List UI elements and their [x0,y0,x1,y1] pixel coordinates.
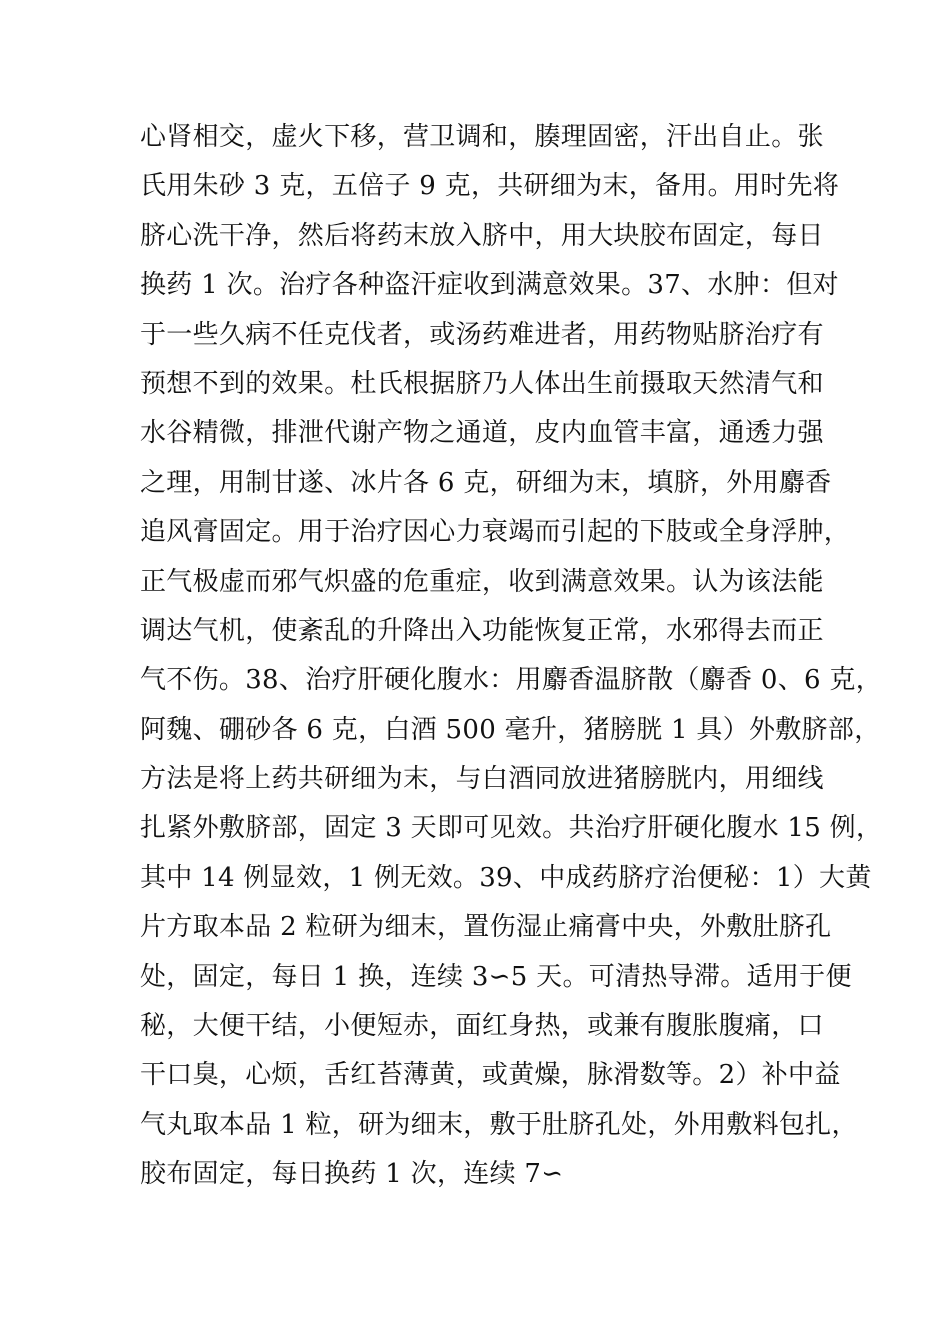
text-line: 片方取本品 2 粒研为细末，置伤湿止痛膏中央，外敷肚脐孔 [140,912,832,943]
text-line: 氏用朱砂 3 克，五倍子 9 克，共研细为末，备用。用时先将 [140,171,840,202]
text-line: 于一些久病不任克伐者，或汤药难进者，用药物贴脐治疗有 [140,319,824,350]
text-line: 方法是将上药共研细为末，与白酒同放进猪膀胱内，用细线 [140,764,824,795]
text-line: 正气极虚而邪气炽盛的危重症，收到满意效果。认为该法能 [140,566,824,597]
text-line: 预想不到的效果。杜氏根据脐乃人体出生前摄取天然清气和 [140,368,824,399]
text-line: 追风膏固定。用于治疗因心力衰竭而引起的下肢或全身浮肿， [140,517,851,548]
text-line: 胶布固定，每日换药 1 次，连续 7∽ [140,1159,564,1190]
body-text [140,113,883,1200]
text-line: 阿魏、硼砂各 6 克，白酒 500 毫升，猪膀胱 1 具）外敷脐部， [140,714,881,745]
text-line: 处，固定，每日 1 换，连续 3∽5 天。可清热导滞。适用于便 [140,961,852,992]
text-line: 干口臭，心烦，舌红苔薄黄，或黄燥，脉滑数等。2）补中益 [140,1060,841,1091]
text-line: 换药 1 次。治疗各种盗汗症收到满意效果。37、水肿：但对 [140,270,839,301]
text-line: 扎紧外敷脐部，固定 3 天即可见效。共治疗肝硬化腹水 15 例， [140,813,883,844]
text-line: 心肾相交，虚火下移，营卫调和，腠理固密，汗出自止。张 [140,122,824,152]
text-line: 气不伤。38、治疗肝硬化腹水：用麝香温脐散（麝香 0、6 克， [140,665,882,696]
text-line: 之理，用制甘遂、冰片各 6 克，研细为末，填脐，外用麝香 [140,467,832,498]
text-line: 气丸取本品 1 粒，研为细末，敷于肚脐孔处，外用敷料包扎， [140,1109,858,1140]
text-line: 其中 14 例显效，1 例无效。39、中成药脐疗治便秘：1）大黄 [140,862,872,893]
text-line: 脐心洗干净，然后将药末放入脐中，用大块胶布固定，每日 [140,220,824,251]
text-line: 调达气机，使紊乱的升降出入功能恢复正常，水邪得去而正 [140,615,824,646]
text-line: 秘，大便干结，小便短赤，面红身热，或兼有腹胀腹痛，口 [140,1011,824,1042]
text-line: 水谷精微，排泄代谢产物之通道，皮内血管丰富，通透力强 [140,418,824,449]
